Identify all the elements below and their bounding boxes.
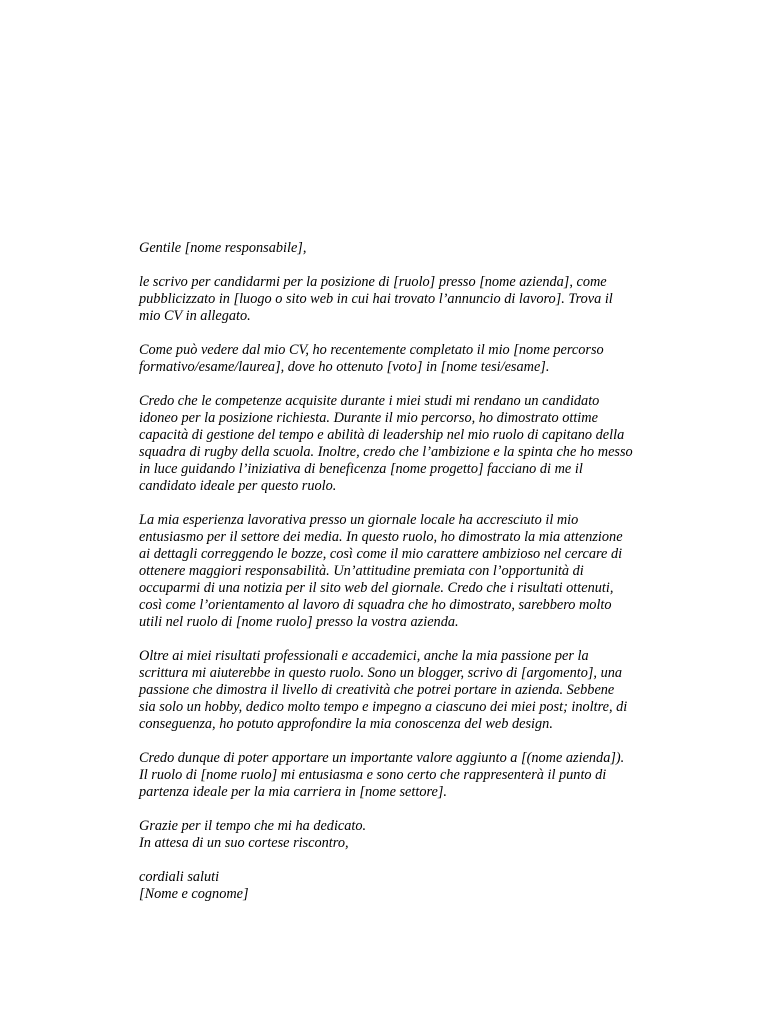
closing-line: cordiali saluti xyxy=(139,869,220,885)
paragraph-skills: Credo che le competenze acquisite durante i miei studi mi rendano un candidato idoneo per la posizione richiesta. Durante il mio percorso, ho dimostrato ottime capacità di gestione del tempo e abilità di leadership nel mio ruolo di capitano della squadra di rugby della scuola. Inoltre, credo che l’ambizione e la spinta che ho messo in luce guidando l’iniziativa di beneficenza [nome progetto] facciano di me il candidato ideale per questo ruolo. xyxy=(139,393,633,494)
paragraph-value: Credo dunque di poter apportare un importante valore aggiunto a [(nome azienda]). Il ruolo di [nome ruolo] mi entusiasma e sono certo che rappresenterà il punto di partenza ideale per la mia carriera in [nome settore]. xyxy=(139,750,625,800)
paragraph-passion: Oltre ai miei risultati professionali e accademici, anche la mia passione per la scrittura mi aiuterebbe in questo ruolo. Sono un blogger, scrivo di [argomento], una passione che dimostra il livello di creatività che potrei portare in azienda. Sebbene sia solo un hobby, dedico molto tempo e impegno a ciascuno dei miei post; inoltre, di conseguenza, ho potuto approfondire la mia conoscenza del web design. xyxy=(139,648,628,732)
signature: [Nome e cognome] xyxy=(139,886,249,902)
paragraph-education: Come può vedere dal mio CV, ho recentemente completato il mio [nome percorso formativo/esame/laurea], dove ho ottenuto [voto] in [nome tesi/esame]. xyxy=(139,342,604,375)
thanks-paragraph: Grazie per il tempo che mi ha dedicato. In attesa di un suo cortese riscontro, xyxy=(139,818,367,851)
cover-letter xyxy=(139,240,684,903)
salutation: Gentile [nome responsabile], xyxy=(139,240,307,256)
paragraph-experience: La mia esperienza lavorativa presso un giornale locale ha accresciuto il mio entusiasmo per il settore dei media. In questo ruolo, ho dimostrato la mia attenzione ai dettagli correggendo le bozze, così come il mio carattere ambizioso nel cercare di ottenere maggiori responsabilità. Un’attitudine premiata con l’opportunità di occuparmi di una notizia per il sito web del giornale. Credo che i risultati ottenuti, così come l’orientamento al lavoro di squadra che ho dimostrato, sarebbero molto utili nel ruolo di [nome ruolo] presso la vostra azienda. xyxy=(139,512,623,630)
paragraph-intro: le scrivo per candidarmi per la posizione di [ruolo] presso [nome azienda], come pubblicizzato in [luogo o sito web in cui hai trovato l’annuncio di lavoro]. Trova il mio CV in allegato. xyxy=(139,274,613,324)
